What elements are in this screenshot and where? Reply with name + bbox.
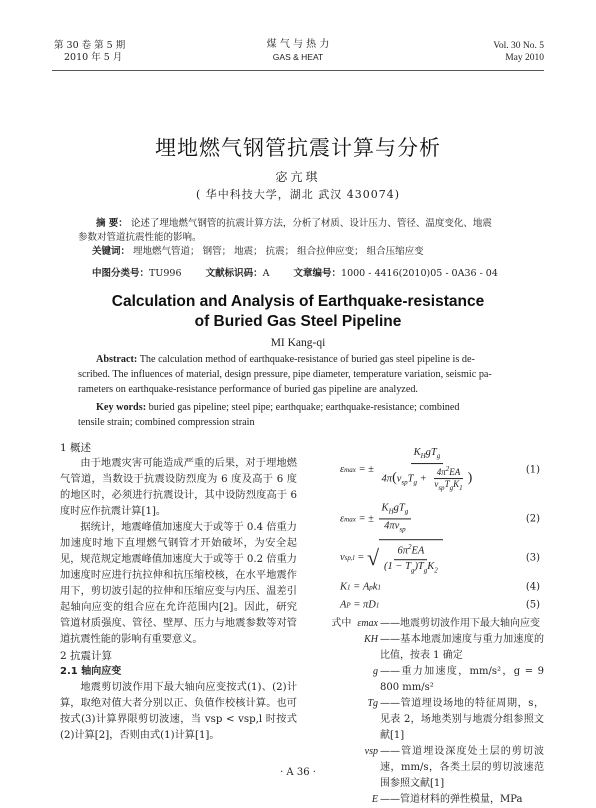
- doc-code-value: A: [262, 268, 270, 279]
- equation-3-number: (3): [525, 552, 540, 564]
- abstract-en-line1: [78, 352, 528, 367]
- header-volume-en: [493, 40, 544, 64]
- author-en: MI Kang-qi: [270, 337, 326, 349]
- keywords-en-line1: [96, 400, 532, 415]
- section-2-1-para: 地震剪切波作用下最大轴向应变按式(1)、(2)计算，取绝对值大者分别以正、负值作校核计算。也可按式(3)计算界限剪切波速，当 vsp < vsp,l 时按式(2)计算[2]，否则由式(1)计算[1]。: [60, 682, 297, 741]
- doc-code-label: 文献标识码：: [205, 268, 263, 279]
- equation-4: K 1 = A p k 1 (4): [340, 581, 540, 593]
- def-tg: [312, 696, 544, 744]
- def-e-symbol: E: [371, 794, 378, 805]
- def-emax-text: ——地震剪切波作用下最大轴向应变: [380, 618, 540, 629]
- section-1-para1: 由于地震灾害可能造成严重的后果，对于埋地燃气管道，当数设于抗震设防烈度为 6 度及高于 6 度的地区时，必须进行抗震设计，其中设防烈度高于 6 度时应作抗震计算[1]。: [60, 458, 297, 517]
- def-vsp-symbol: vsp: [364, 746, 378, 757]
- paper-title-en-line1: Calculation and Analysis of Earthquake-resistance: [111, 293, 485, 310]
- def-e: [312, 792, 544, 808]
- header-date-en: May 2010: [505, 53, 544, 63]
- article-no-value: 1000 - 4416(2010)05 - 0A36 - 04: [341, 268, 498, 279]
- def-kh-symbol: KH: [364, 634, 378, 645]
- keywords-en: [78, 400, 532, 430]
- section-2-1-heading: 2.1 轴向应变: [60, 666, 122, 677]
- abstract-cn-line1: [78, 217, 528, 231]
- keywords-en-text1: buried gas pipeline; steel pipe; earthquake; earthquake-resistance; combined: [148, 402, 460, 413]
- def-emax: [312, 616, 544, 632]
- abstract-cn-line2: [78, 231, 528, 245]
- page-header: [0, 0, 596, 72]
- abstract-en: [78, 352, 528, 397]
- section-2-heading: 2 抗震计算: [60, 650, 113, 662]
- def-tg-symbol: Tg: [367, 698, 378, 709]
- clc-value: TU996: [149, 268, 182, 279]
- def-kh-text: ——基本地震加速度与重力加速度的比值，按表 1 确定: [380, 634, 544, 661]
- keywords-cn: [78, 245, 528, 259]
- equation-5-number: (5): [525, 599, 540, 611]
- left-column: [60, 440, 297, 744]
- def-e-text: ——管道材料的弹性模量，MPa: [380, 794, 523, 805]
- paper-title-en-line2: of Buried Gas Steel Pipeline: [194, 313, 402, 330]
- paper-title-en: [0, 292, 596, 332]
- author-cn: 宓亢琪: [275, 170, 321, 184]
- keywords-cn-label: 关键词：: [92, 246, 131, 257]
- def-vsp-text: ——管道埋设深度处土层的剪切波速，mm/s，各类土层的剪切波速范围参照文献[1]: [380, 746, 544, 789]
- equation-2: ε max = ± $\frac{K_HgT_g}{4\pi v_{sp}}$ (2): [340, 502, 540, 534]
- symbol-definitions: [312, 616, 544, 808]
- clc-label: 中图分类号：: [92, 268, 150, 279]
- abstract-cn-label: 摘 要：: [96, 218, 128, 229]
- abstract-en-label: Abstract:: [96, 354, 138, 365]
- paper-title-cn: 埋地燃气钢管抗震计算与分析: [155, 136, 441, 160]
- defs-lead: 式中: [331, 618, 352, 629]
- classification-row: [92, 265, 498, 279]
- affiliation-cn: ( 华中科技大学，湖北 武汉 430074): [195, 188, 401, 201]
- abstract-cn-text1: 论述了埋地燃气钢管的抗震计算方法，分析了材质、设计压力、管径、温度变化、地震: [130, 218, 492, 229]
- abstract-cn: [78, 217, 528, 259]
- section-1-para2: 据统计，地震峰值加速度大于或等于 0.4 倍重力加速度时地下直埋燃气钢管才开始破坏，为安全起见，规范规定地震峰值加速度大于或等于 0.2 倍重力加速度时应进行抗拉伸和抗压缩校核，在水平地震作用下，剪切波引起的拉伸和压缩应变与内压、温差引起轴向应变的组合应在允许范围内[2]。因此，研究管道材质强度、管径、壁厚、压力与地震参数等对管道抗震性能的影响有重要意义。: [60, 522, 297, 645]
- abstract-cn-text2: 参数对管道抗震性能的影响。: [78, 232, 202, 243]
- def-emax-symbol: εmax: [357, 618, 378, 629]
- def-g-text: ——重力加速度，mm/s²，g = 9 800 mm/s²: [380, 666, 544, 693]
- keywords-cn-text: 埋地燃气管道； 钢管； 地震； 抗震； 组合拉伸应变； 组合压缩应变: [133, 246, 424, 257]
- section-1-heading: 1 概述: [60, 442, 92, 454]
- journal-name-en: GAS & HEAT: [272, 52, 324, 62]
- equation-1-number: (1): [525, 464, 540, 476]
- abstract-en-text1: The calculation method of earthquake-resistance of buried gas steel pipeline is de-: [139, 354, 475, 365]
- abstract-en-text2: scribed. The influences of material, design pressure, pipe diameter, temperature variation, seismic pa-: [78, 369, 492, 380]
- keywords-en-label: Key words:: [96, 402, 147, 413]
- def-tg-text: ——管道埋设场地的特征周期，s，见表 2，场地类别与地震分组参照文献[1]: [380, 698, 544, 741]
- keywords-en-text2: tensile strain; combined compression strain: [78, 417, 255, 428]
- header-date-cn: 2010 年 5 月: [64, 52, 123, 63]
- equation-2-number: (2): [525, 513, 540, 525]
- header-volume-cn: 第 30 卷 第 5 期: [54, 40, 126, 51]
- equation-3: v sp,l = √ $\frac{6\pi^2EA}{(1 - T_g)T_gK_2}$ (3): [312, 538, 544, 578]
- article-no-label: 文章编号：: [293, 268, 342, 279]
- equation-1: ε max = ± $K_HgT_g$ $4\pi(v_{sp}T_g$ + $\frac{4\pi^2EA}{v_{sp}T_gK_1}$ ) (1): [340, 447, 540, 492]
- equation-5: A P = πD 1 (5): [340, 599, 540, 611]
- header-vol-en: Vol. 30 No. 5: [493, 41, 544, 51]
- equation-4-number: (4): [525, 581, 540, 593]
- right-column: [312, 440, 544, 808]
- def-g-symbol: g: [373, 666, 378, 677]
- header-rule: [52, 70, 544, 71]
- def-kh: [312, 632, 544, 664]
- abstract-en-text3: rameters on earthquake-resistance performance of buried gas pipeline are analyzed.: [78, 384, 418, 395]
- journal-name-cn: 煤 气 与 热 力: [266, 39, 330, 50]
- page-number: · A 36 ·: [280, 767, 316, 778]
- def-g: [312, 664, 544, 696]
